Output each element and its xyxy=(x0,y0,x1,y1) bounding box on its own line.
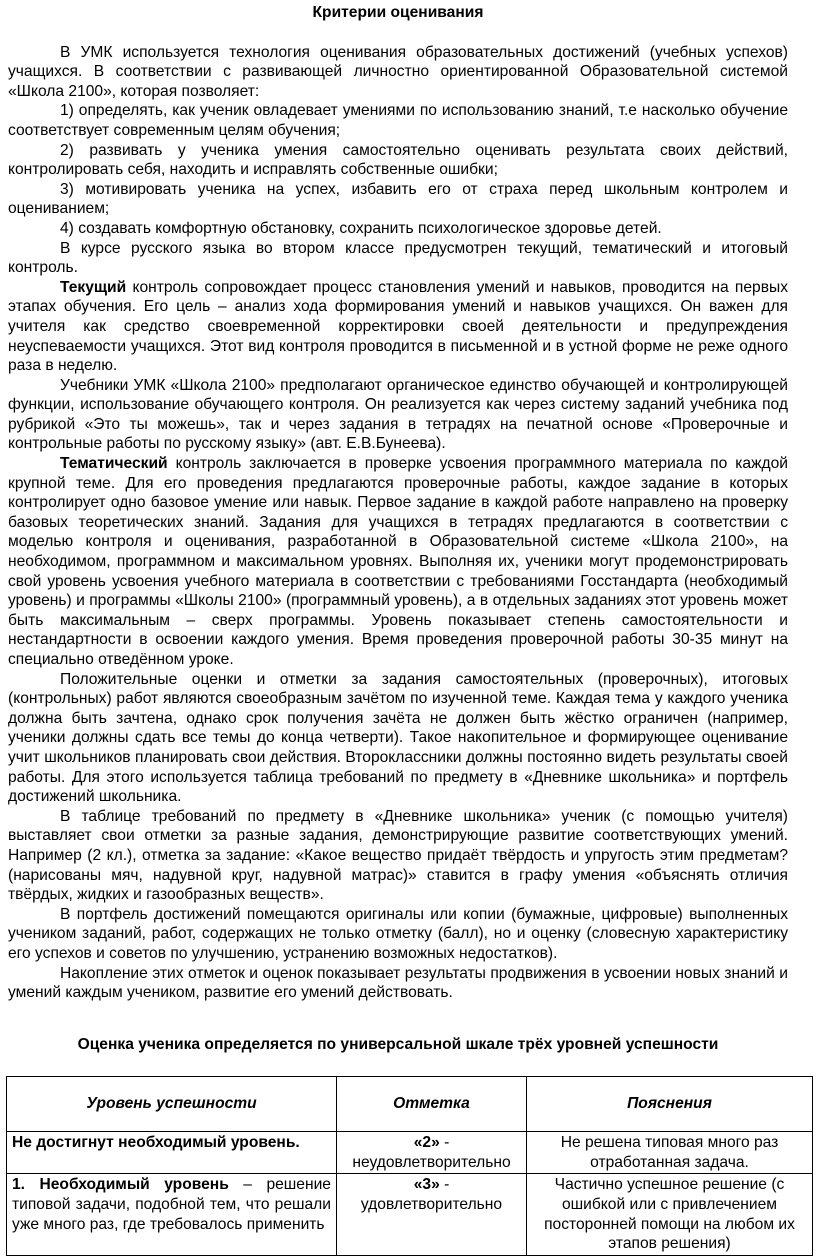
mark-value: «2» xyxy=(413,1134,440,1152)
mark-cell xyxy=(337,1132,527,1174)
document-page xyxy=(8,0,795,1256)
header-level: Уровень успешности xyxy=(7,1077,337,1132)
table-row xyxy=(7,1132,813,1174)
mark-description: - удовлетворительно xyxy=(360,1176,503,1214)
thematic-control-text: контроль заключается в проверке усвоения программного материала по каждой крупной теме. Для его проведения предлагаются проверочные работы, каждое задание в которых контролирует одно базовое умение или навык. Первое задание в каждой работе направлено на проверку базовых теоретических знаний. Задания для учащихся в тетрадях предлагаются в соответствии с моделью контроля и оценивания, разработанной в Образовательной системе «Школа 2100», на необходимом, программном и максимальном уровнях. Выполняя их, ученики могут продемонстрировать свой уровень усвоения учебного материала в соответствии с требованиями Госстандарта (необходимый уровень) и программы «Школы 2100» (программный уровень), а в отдельных заданиях этот уровень может быть максимальным – сверх программы. Уровень показывает степень самостоятельности и нестандартности в освоении каждого умения. Время проведения проверочной работы 30-35 минут на специально отведённом уроке. xyxy=(8,455,788,668)
level-title: 1. Необходимый уровень xyxy=(12,1176,229,1194)
control-types-paragraph: В курсе русского языка во втором классе предусмотрен текущий, тематический и итоговый контроль. xyxy=(8,239,788,277)
mark-cell xyxy=(337,1174,527,1255)
portfolio-paragraph: В портфель достижений помещаются оригиналы или копии (бумажные, цифровые) выполненных учеником заданий, работ, содержащих не только отметку (балл), но и оценку (словесную характеристику его успехов и советов по улучшению, устранению возможных недостатков). xyxy=(8,905,788,962)
positive-marks-paragraph: Положительные оценки и отметки за задания самостоятельных (проверочных), итоговых (контрольных) работ являются своеобразным зачётом по изученной теме. Каждая тема у каждого ученика должна быть зачтена, однако срок получения зачёта не должен быть жёстко ограничен (например, ученики должны сдать все темы до конца четверти). Такое накопительное и формирующее оценивание учит школьников планировать свои действия. Второклассники должны постоянно видеть результаты своей работы. Для этого используется таблица требований по предмету в «Дневнике школьника» и портфель достижений школьника. xyxy=(8,670,788,806)
current-control-term: Текущий xyxy=(60,278,127,296)
level-cell xyxy=(7,1174,337,1255)
current-control-paragraph xyxy=(8,278,788,376)
goal-item-4: 4) создавать комфортную обстановку, сохранить психологическое здоровье детей. xyxy=(60,219,662,237)
table-row xyxy=(7,1174,813,1255)
thematic-control-paragraph xyxy=(8,454,788,670)
thematic-control-term: Тематический xyxy=(60,455,168,473)
goal-item-1: 1) определять, как ученик овладевает умениями по использованию знаний, т.е насколько обучение соответствует современным целям обучения; xyxy=(8,102,788,139)
header-mark: Отметка xyxy=(337,1077,527,1132)
mark-value: «3» xyxy=(413,1176,440,1194)
level-cell xyxy=(7,1132,337,1174)
accumulation-paragraph: Накопление этих отметок и оценок показывает результаты продвижения в усвоении новых знаний и умений каждым учеником, развитие его умений действовать. xyxy=(8,964,788,1002)
success-levels-table xyxy=(6,1076,813,1256)
note-cell: Частично успешное решение (с ошибкой или с привлечением посторонней помощи на любом их этапов решения) xyxy=(527,1174,813,1255)
textbooks-paragraph: Учебники УМК «Школа 2100» предполагают органическое единство обучающей и контролирующей функции, использование обучающего контроля. Он реализуется как через систему заданий учебника под рубрикой «Это ты можешь», так и через задания в тетрадях на печатной основе «Проверочные и контрольные работы по русскому языку» (авт. Е.В.Бунеева). xyxy=(8,376,788,453)
requirements-table-paragraph: В таблице требований по предмету в «Дневнике школьника» ученик (с помощью учителя) выставляет свои отметки за разные задания, демонстрирующие развитие соответствующих умений. Например (2 кл.), отметка за задание: «Какое вещество придаёт твёрдость и упругость этим предметам? (нарисованы мяч, надувной круг, надувной матрас)» ставится в графу умения «объяснять отличия твёрдых, жидких и газообразных веществ». xyxy=(8,807,788,904)
table-header-row xyxy=(7,1077,813,1132)
header-notes: Пояснения xyxy=(527,1077,813,1132)
intro-paragraph: В УМК используется технология оценивания образовательных достижений (учебных успехов) учащихся. В соответствии с развивающей личностно ориентированной Образовательной системой «Школа 2100», которая позволяет: xyxy=(8,43,788,100)
goal-item-3: 3) мотивировать ученика на успех, избавить его от страха перед школьным контролем и оцениванием; xyxy=(8,180,788,218)
goal-item-2: 2) развивать у ученика умения самостоятельно оценивать результата своих действий, контролировать себя, находить и исправлять собственные ошибки; xyxy=(8,141,788,179)
table-title: Оценка ученика определяется по универсальной шкале трёх уровней успешности xyxy=(77,1035,719,1053)
current-control-text: контроль сопровождает процесс становления умений и навыков, проводится на первых этапах обучения. Его цель – анализ хода формирования умений и навыков учащихся. Он важен для учителя как средство своевременной корректировки своей деятельности и предупреждения неуспеваемости учащихся. Этот вид контроля проводится в письменной и в устной форме не реже одного раза в неделю. xyxy=(8,278,788,375)
mark-description: - неудовлетворительно xyxy=(352,1134,511,1171)
level-title: Не достигнут необходимый уровень. xyxy=(12,1134,300,1152)
note-cell: Не решена типовая много раз отработанная задача. xyxy=(527,1132,813,1174)
document-title: Критерии оценивания xyxy=(312,4,484,21)
level-description: – решение типовой задачи, подобной тем, что решали уже много раз, где требовалось применить xyxy=(12,1176,331,1233)
